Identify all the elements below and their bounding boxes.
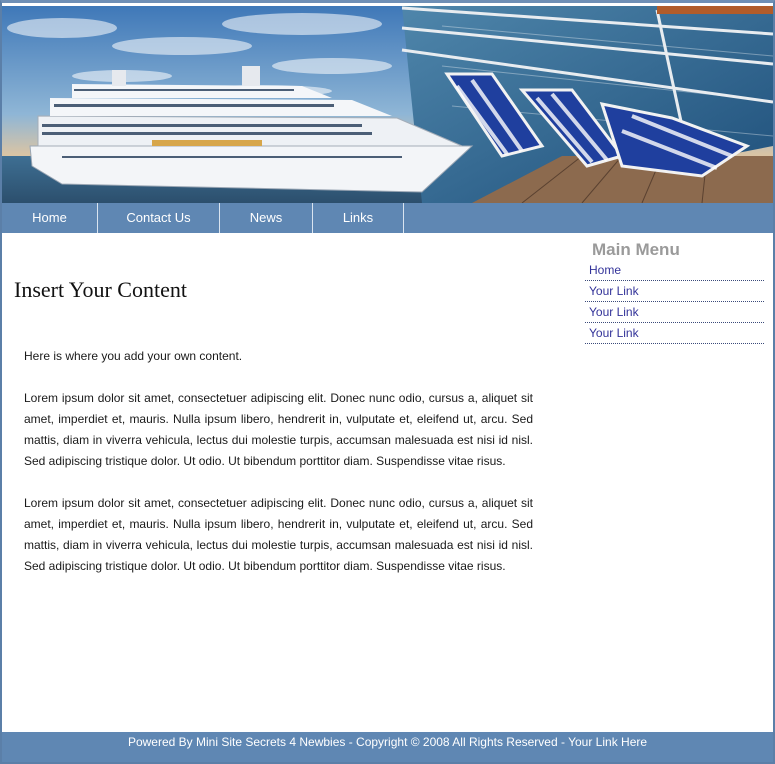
sidebar-item-home[interactable]: Home [585, 260, 764, 281]
main-menu-title: Main Menu [592, 240, 680, 259]
main-menu-sidebar [585, 239, 764, 344]
nav-news[interactable]: News [220, 203, 313, 233]
sidebar-item-your-link-1[interactable]: Your Link [585, 281, 764, 302]
top-navigation [2, 203, 773, 233]
content-body [24, 346, 533, 598]
nav-links[interactable]: Links [313, 203, 404, 233]
content-title: Insert Your Content [14, 277, 187, 302]
nav-contact-us[interactable]: Contact Us [98, 203, 220, 233]
content-paragraph-1: Lorem ipsum dolor sit amet, consectetuer adipiscing elit. Donec nunc odio, cursus a, aliquet sit amet, imperdiet et, mauris. Nulla ipsum libero, hendrerit in, vulputate et, eleifend ut, arcu. Sed mattis, diam in viverra vehicula, lectus dui molestie turpis, accumsan malesuada est nisi id nisl. Sed adipiscing tristique dolor. Ut odio. Ut bibendum porttitor diam. Suspendisse vitae risus. [24, 391, 533, 468]
nav-home[interactable]: Home [2, 203, 98, 233]
header-banner [2, 6, 773, 203]
content-paragraph-2: Lorem ipsum dolor sit amet, consectetuer adipiscing elit. Donec nunc odio, cursus a, aliquet sit amet, imperdiet et, mauris. Nulla ipsum libero, hendrerit in, vulputate et, eleifend ut, arcu. Sed mattis, diam in viverra vehicula, lectus dui molestie turpis, accumsan malesuada est nisi id nisl. Sed adipiscing tristique dolor. Ut odio. Ut bibendum porttitor diam. Suspendisse vitae risus. [24, 496, 533, 573]
content-intro: Here is where you add your own content. [24, 349, 243, 363]
cruise-ship-banner-image [2, 6, 773, 203]
footer-text: Powered By Mini Site Secrets 4 Newbies - Copyright © 2008 All Rights Reserved - Your Link Here [127, 735, 648, 749]
sidebar-item-your-link-3[interactable]: Your Link [585, 323, 764, 344]
sidebar-item-your-link-2[interactable]: Your Link [585, 302, 764, 323]
footer [2, 732, 773, 762]
